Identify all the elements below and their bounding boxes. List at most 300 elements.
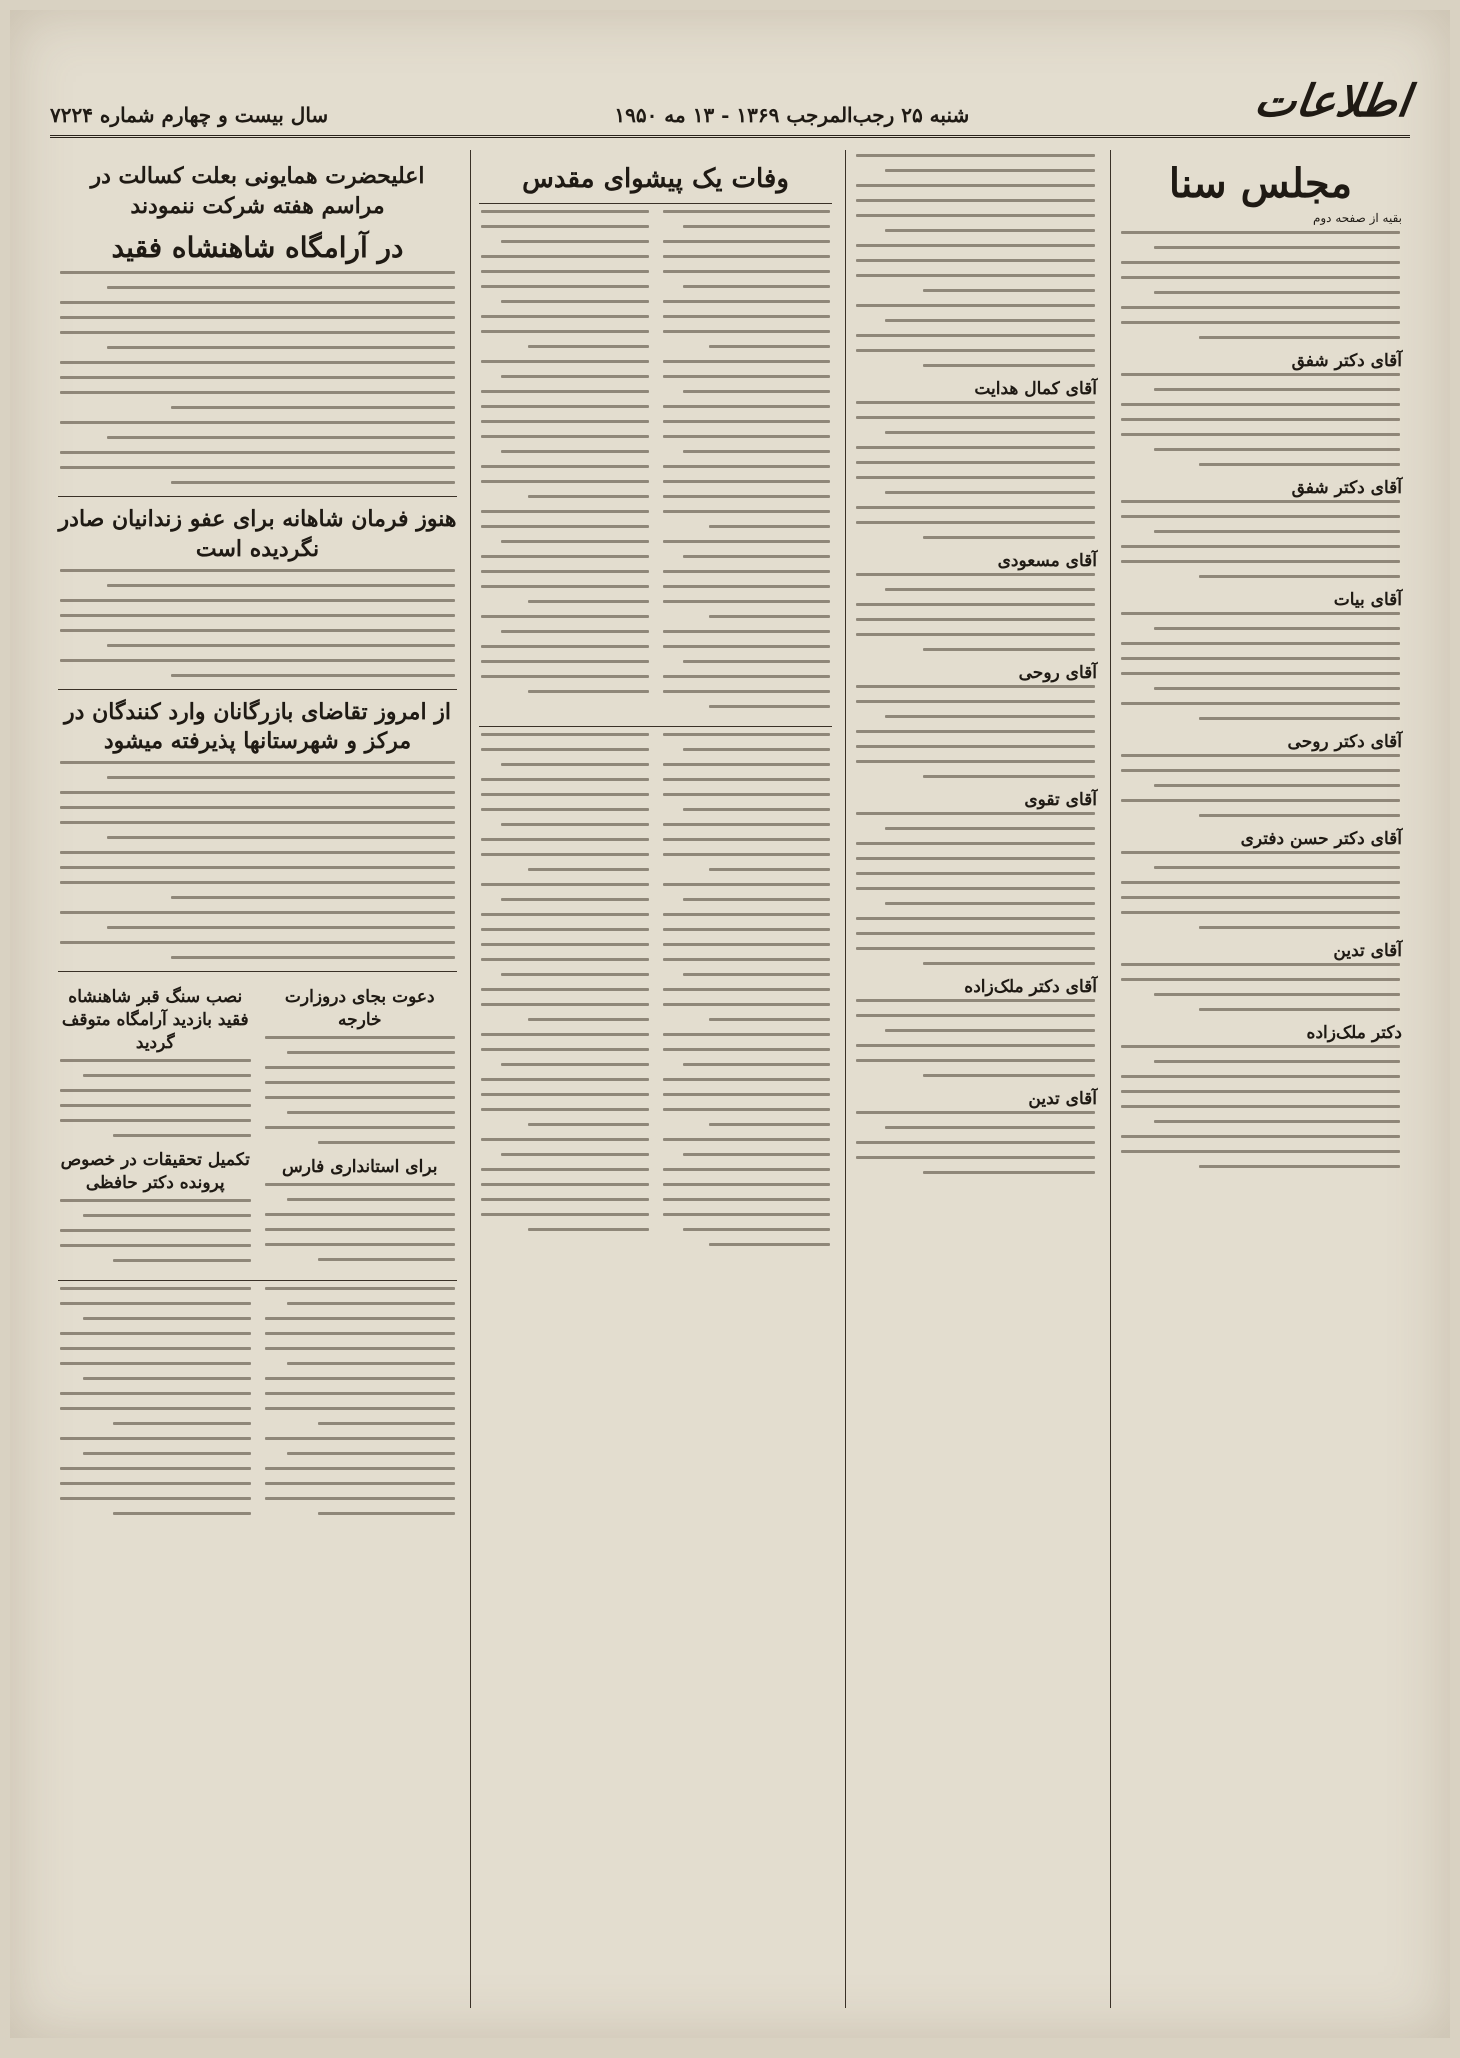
text-line <box>856 349 1095 352</box>
text-line <box>60 1332 251 1335</box>
text-line <box>60 391 455 394</box>
text-line <box>1121 418 1400 421</box>
text-line <box>481 943 649 946</box>
text-line <box>481 660 649 663</box>
text-line <box>663 1183 831 1186</box>
text-line <box>1121 896 1400 899</box>
text-line <box>265 1066 456 1069</box>
text-line <box>1121 1045 1400 1048</box>
text-line <box>663 1048 831 1051</box>
text-line <box>481 330 649 333</box>
text-line <box>265 1243 456 1246</box>
column-news <box>50 150 465 2008</box>
text-line <box>481 210 649 213</box>
text-line <box>1121 1090 1400 1093</box>
text-line <box>318 1141 455 1144</box>
text-line <box>1121 612 1400 615</box>
text-line <box>856 416 1095 419</box>
obituary-headline: وفات یک پیشوای مقدس <box>522 164 789 194</box>
text-line <box>1121 373 1400 376</box>
text-line <box>528 1018 649 1021</box>
text-line <box>287 1452 455 1455</box>
text-line <box>856 1111 1095 1114</box>
text-line <box>481 838 649 841</box>
text-line <box>1154 530 1400 533</box>
text-line <box>113 1134 250 1137</box>
text-line <box>663 270 831 273</box>
text-line <box>856 842 1095 845</box>
text-line <box>683 450 830 453</box>
text-line <box>481 1183 649 1186</box>
text-line <box>1199 814 1400 817</box>
text-line <box>113 1259 250 1262</box>
text-line <box>1121 799 1400 802</box>
text-line <box>481 1033 649 1036</box>
text-line <box>171 896 455 899</box>
text-line <box>481 793 649 796</box>
text-line <box>265 1096 456 1099</box>
text-line <box>683 660 830 663</box>
text-line <box>481 808 649 811</box>
text-line <box>265 1332 456 1335</box>
text-line <box>923 536 1095 539</box>
text-line <box>481 778 649 781</box>
text-line <box>856 745 1095 748</box>
text-line <box>481 555 649 558</box>
text-line <box>501 763 648 766</box>
text-line <box>318 1422 455 1425</box>
text-line <box>60 1467 251 1470</box>
text-line <box>856 760 1095 763</box>
text-line <box>663 360 831 363</box>
text-line <box>709 1018 830 1021</box>
text-line <box>856 947 1095 950</box>
text-line <box>60 331 455 334</box>
text-line <box>481 420 649 423</box>
text-line <box>265 1467 456 1470</box>
text-line <box>265 1317 456 1320</box>
text-line <box>856 244 1095 247</box>
text-line <box>60 301 455 304</box>
text-line <box>107 926 455 929</box>
text-line <box>528 600 649 603</box>
text-line <box>60 1347 251 1350</box>
text-line <box>683 1153 830 1156</box>
text-line <box>663 943 831 946</box>
text-line <box>318 1512 455 1515</box>
text-line <box>528 868 649 871</box>
text-line <box>663 585 831 588</box>
text-line <box>1154 388 1400 391</box>
text-line <box>60 421 455 424</box>
text-line <box>663 733 831 736</box>
text-line <box>1121 321 1400 324</box>
text-line <box>481 883 649 886</box>
text-line <box>1154 993 1400 996</box>
text-line <box>1121 963 1400 966</box>
text-line <box>171 481 455 484</box>
text-line <box>60 1392 251 1395</box>
column-senate <box>1110 150 1410 2008</box>
text-line <box>481 748 649 751</box>
text-line <box>856 932 1095 935</box>
text-line <box>683 973 830 976</box>
text-line <box>287 1302 455 1305</box>
continued-note: بقیه از صفحه دوم <box>1312 211 1402 225</box>
text-line <box>60 599 455 602</box>
text-line <box>1199 926 1400 929</box>
text-line <box>1154 291 1400 294</box>
text-line <box>1121 754 1400 757</box>
text-line <box>663 1108 831 1111</box>
text-line <box>923 962 1095 965</box>
text-line <box>501 300 648 303</box>
text-line <box>60 614 455 617</box>
text-line <box>683 225 830 228</box>
speaker-name: آقای روحی <box>1018 663 1097 683</box>
masthead <box>50 76 1414 138</box>
text-line <box>663 928 831 931</box>
news-headline: دعوت بجای دروزارت خارجه <box>284 986 435 1030</box>
text-line <box>885 827 1095 830</box>
text-line <box>709 1123 830 1126</box>
text-line <box>683 1063 830 1066</box>
text-line <box>481 675 649 678</box>
text-line <box>107 776 455 779</box>
text-line <box>60 569 455 572</box>
text-line <box>481 645 649 648</box>
text-line <box>856 199 1095 202</box>
text-line <box>107 644 455 647</box>
text-line <box>60 1287 251 1290</box>
text-line <box>856 812 1095 815</box>
text-line <box>663 510 831 513</box>
text-line <box>663 1138 831 1141</box>
text-line <box>856 999 1095 1002</box>
text-line <box>1121 1075 1400 1078</box>
text-line <box>1154 1120 1400 1123</box>
text-line <box>60 941 455 944</box>
text-line <box>663 300 831 303</box>
text-line <box>171 406 455 409</box>
text-line <box>60 821 455 824</box>
speaker-name: آقای تدین <box>1028 1089 1097 1109</box>
text-line <box>856 730 1095 733</box>
text-line <box>287 1198 455 1201</box>
text-line <box>856 1014 1095 1017</box>
text-line <box>856 633 1095 636</box>
text-line <box>83 1317 251 1320</box>
text-line <box>885 229 1095 232</box>
text-line <box>1121 851 1400 854</box>
text-line <box>60 881 455 884</box>
text-line <box>663 315 831 318</box>
text-line <box>287 1362 455 1365</box>
speaker-name: آقای تدین <box>1333 941 1402 961</box>
text-line <box>287 1051 455 1054</box>
text-line <box>501 450 648 453</box>
text-line <box>856 1044 1095 1047</box>
text-line <box>1121 642 1400 645</box>
text-line <box>1199 575 1400 578</box>
text-line <box>663 1168 831 1171</box>
text-line <box>663 600 831 603</box>
issue-number: سال بیست و چهارم شماره ۷۲۲۴ <box>50 103 329 127</box>
news-headline: اعلیحضرت همایونی بعلت کسالت در مراسم هفته شرکت ننمودند <box>90 163 425 219</box>
text-line <box>683 390 830 393</box>
text-line <box>501 898 648 901</box>
text-line <box>60 791 455 794</box>
text-line <box>481 360 649 363</box>
text-line <box>856 214 1095 217</box>
text-line <box>663 540 831 543</box>
text-line <box>265 1377 456 1380</box>
text-line <box>265 1213 456 1216</box>
text-line <box>265 1347 456 1350</box>
text-line <box>60 629 455 632</box>
text-line <box>663 645 831 648</box>
text-line <box>856 334 1095 337</box>
text-line <box>107 584 455 587</box>
text-line <box>481 1093 649 1096</box>
text-line <box>60 1362 251 1365</box>
text-line <box>481 270 649 273</box>
text-line <box>885 1126 1095 1129</box>
text-line <box>481 1003 649 1006</box>
text-line <box>663 240 831 243</box>
text-line <box>663 1078 831 1081</box>
text-line <box>923 1171 1095 1174</box>
text-line <box>83 1377 251 1380</box>
text-line <box>107 436 455 439</box>
text-line <box>709 868 830 871</box>
text-line <box>1121 261 1400 264</box>
text-line <box>265 1287 456 1290</box>
text-line <box>528 1123 649 1126</box>
text-line <box>481 435 649 438</box>
text-line <box>1199 463 1400 466</box>
text-line <box>501 1063 648 1066</box>
text-line <box>663 255 831 258</box>
text-line <box>1121 433 1400 436</box>
text-line <box>856 1059 1095 1062</box>
text-line <box>481 988 649 991</box>
text-line <box>60 466 455 469</box>
text-line <box>60 659 455 662</box>
text-line <box>60 1059 251 1062</box>
text-line <box>60 1229 251 1232</box>
text-line <box>663 630 831 633</box>
text-line <box>265 1036 456 1039</box>
text-line <box>265 1392 456 1395</box>
text-line <box>1154 784 1400 787</box>
news-headline: هنوز فرمان شاهانه برای عفو زندانیان صادر نگردیده است <box>58 506 457 562</box>
text-line <box>1121 702 1400 705</box>
text-line <box>60 1482 251 1485</box>
text-line <box>663 465 831 468</box>
text-line <box>709 705 830 708</box>
text-line <box>663 1093 831 1096</box>
text-line <box>60 851 455 854</box>
text-line <box>481 913 649 916</box>
text-line <box>60 1199 251 1202</box>
text-line <box>663 570 831 573</box>
text-line <box>265 1407 456 1410</box>
text-line <box>663 823 831 826</box>
text-line <box>1121 560 1400 563</box>
text-line <box>856 603 1095 606</box>
text-line <box>1154 627 1400 630</box>
text-line <box>683 555 830 558</box>
text-line <box>856 259 1095 262</box>
text-line <box>481 1138 649 1141</box>
text-line <box>923 289 1095 292</box>
text-line <box>709 1243 830 1246</box>
text-line <box>683 1228 830 1231</box>
text-line <box>60 361 455 364</box>
text-line <box>481 853 649 856</box>
text-line <box>171 674 455 677</box>
news-headline: از امروز تقاضای بازرگانان وارد کنندگان در مرکز و شهرستانها پذیرفته میشود <box>64 698 451 755</box>
text-line <box>528 345 649 348</box>
text-line <box>1121 403 1400 406</box>
text-line <box>856 573 1095 576</box>
text-line <box>481 1213 649 1216</box>
text-line <box>481 285 649 288</box>
text-line <box>481 465 649 468</box>
text-line <box>265 1183 456 1186</box>
text-line <box>663 405 831 408</box>
news-headline: برای استانداری فارس <box>282 1156 438 1177</box>
text-line <box>709 345 830 348</box>
text-line <box>501 375 648 378</box>
text-line <box>60 271 455 274</box>
text-line <box>663 1213 831 1216</box>
text-line <box>856 685 1095 688</box>
text-line <box>501 1153 648 1156</box>
text-line <box>481 225 649 228</box>
newspaper-page <box>10 10 1450 2038</box>
text-line <box>481 615 649 618</box>
text-line <box>501 540 648 543</box>
text-line <box>709 525 830 528</box>
text-line <box>481 570 649 573</box>
text-line <box>83 1452 251 1455</box>
text-line <box>663 913 831 916</box>
text-line <box>501 240 648 243</box>
text-line <box>1154 448 1400 451</box>
text-line <box>663 853 831 856</box>
text-line <box>481 958 649 961</box>
text-line <box>60 866 455 869</box>
text-line <box>1121 306 1400 309</box>
text-line <box>1121 911 1400 914</box>
text-line <box>60 911 455 914</box>
text-line <box>885 902 1095 905</box>
text-line <box>663 1033 831 1036</box>
news-headline: در آرامگاه شاهنشاه فقید <box>111 231 404 265</box>
text-line <box>1121 1150 1400 1153</box>
text-line <box>528 495 649 498</box>
text-line <box>481 1108 649 1111</box>
text-line <box>60 376 455 379</box>
text-line <box>60 451 455 454</box>
text-line <box>1121 231 1400 234</box>
text-line <box>856 506 1095 509</box>
text-line <box>60 1244 251 1247</box>
text-line <box>1199 1008 1400 1011</box>
text-line <box>107 836 455 839</box>
text-line <box>856 304 1095 307</box>
text-line <box>528 1228 649 1231</box>
text-line <box>481 585 649 588</box>
text-line <box>481 1168 649 1171</box>
text-line <box>663 495 831 498</box>
column-obituary <box>470 150 840 2008</box>
text-line <box>1121 978 1400 981</box>
text-line <box>663 330 831 333</box>
text-line <box>83 1074 251 1077</box>
text-line <box>481 1198 649 1201</box>
text-line <box>60 1437 251 1440</box>
text-line <box>856 618 1095 621</box>
text-line <box>60 761 455 764</box>
text-line <box>481 315 649 318</box>
text-line <box>481 525 649 528</box>
text-line <box>1121 1105 1400 1108</box>
column-senate-continued <box>845 150 1105 2008</box>
speaker-name: آقای کمال هدایت <box>974 379 1097 399</box>
text-line <box>1199 336 1400 339</box>
text-line <box>1199 1165 1400 1168</box>
text-line <box>923 364 1095 367</box>
text-line <box>885 715 1095 718</box>
text-line <box>60 1407 251 1410</box>
text-line <box>481 1048 649 1051</box>
text-line <box>856 700 1095 703</box>
text-line <box>663 988 831 991</box>
text-line <box>481 255 649 258</box>
text-line <box>663 778 831 781</box>
text-line <box>60 1089 251 1092</box>
text-line <box>1199 717 1400 720</box>
text-line <box>856 872 1095 875</box>
text-line <box>265 1228 456 1231</box>
text-line <box>856 461 1095 464</box>
text-line <box>528 690 649 693</box>
text-line <box>856 274 1095 277</box>
text-line <box>683 808 830 811</box>
text-line <box>663 1003 831 1006</box>
text-line <box>60 1119 251 1122</box>
text-line <box>856 1141 1095 1144</box>
text-line <box>265 1482 456 1485</box>
text-line <box>481 733 649 736</box>
text-line <box>885 1029 1095 1032</box>
text-line <box>663 958 831 961</box>
text-line <box>171 956 455 959</box>
speaker-name: آقای مسعودی <box>997 551 1097 571</box>
text-line <box>1121 545 1400 548</box>
text-line <box>663 210 831 213</box>
text-line <box>683 748 830 751</box>
newspaper-logo: اطلاعات <box>1251 76 1414 127</box>
text-line <box>1154 687 1400 690</box>
speaker-name: دکتر ملک‌زاده <box>1306 1023 1402 1043</box>
text-line <box>481 510 649 513</box>
speaker-name: آقای دکتر ملک‌زاده <box>964 977 1097 997</box>
text-line <box>663 793 831 796</box>
